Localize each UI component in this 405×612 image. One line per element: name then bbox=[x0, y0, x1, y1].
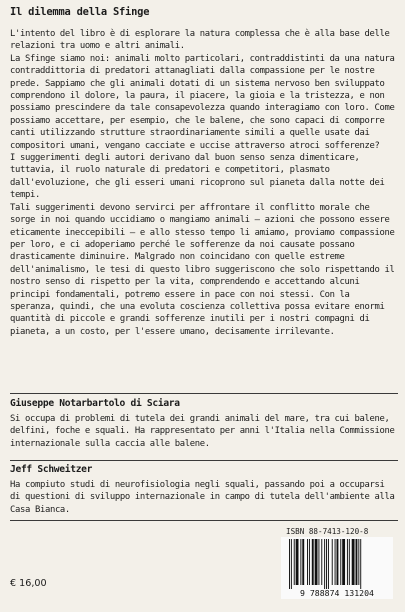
barcode-bar bbox=[349, 539, 350, 585]
barcode-bar bbox=[352, 539, 355, 585]
barcode-bar bbox=[337, 539, 339, 585]
author-name: Giuseppe Notarbartolo di Sciara bbox=[10, 398, 180, 409]
divider bbox=[10, 520, 398, 521]
barcode-bar bbox=[340, 539, 341, 585]
isbn-label: ISBN 88-7413-120-8 bbox=[286, 527, 369, 536]
blurb bbox=[10, 28, 398, 338]
blurb-paragraph: I suggerimenti degli autori derivano dal buon senso senza dimenticare, tuttavia, il ruolo naturale di predatori e competitori, plasmato dall'evoluzione, che gli esseri umani ricoprono sul pianeta dalla notte dei tempi. bbox=[10, 153, 385, 201]
book-title: Il dilemma della Sfinge bbox=[10, 6, 150, 18]
barcode-bar bbox=[312, 539, 314, 585]
barcode-bar bbox=[321, 539, 322, 585]
blurb-paragraph: Tali suggerimenti devono servirci per affrontare il conflitto morale che sorge in noi quando uccidiamo o mangiamo animali – azioni che possono essere eticamente ineccepibili – e allo stesso tempo li amiamo, proviamo compassione per loro, e ci adoperiamo perché le sofferenze da noi causate possano drasticamente diminuire. Malgrado non coincidano con quelle estreme dell'animalismo, le tesi di questo libro suggeriscono che solo rispettando il nostro senso di rispetto per la vita, comprendendo e accettando alcuni principi fondamentali, potremo essere in pace con noi stessi. Con la speranza, quindi, che una evoluta coscienza collettiva possa evitare enormi quantità di piccole e grandi sofferenze inutili per i nostri compagni di pianeta, a un costo, per l'essere umano, decisamente irrilevante. bbox=[10, 202, 395, 337]
barcode-bar bbox=[324, 539, 325, 589]
barcode-bar bbox=[289, 539, 290, 589]
author-bio: Si occupa di problemi di tutela dei grandi animali del mare, tra cui balene, delfini, foche e squali. Ha rappresentato per anni l'Italia nella Commissione internazionale sulla caccia alle balene. bbox=[10, 414, 395, 449]
barcode-bar bbox=[294, 539, 295, 585]
blurb-paragraph: L'intento del libro è di esplorare la natura complessa che è alla base delle relazioni tra uomo e altri animali. bbox=[10, 29, 390, 52]
barcode-bar bbox=[307, 539, 308, 585]
barcode-bar bbox=[356, 539, 358, 585]
price: € 16,00 bbox=[10, 578, 47, 589]
barcode-bar bbox=[326, 539, 327, 589]
barcode-bar bbox=[360, 539, 361, 589]
blurb-paragraph: La Sfinge siamo noi: animali molto particolari, contraddistinti da una natura contraddittoria di predatori attanagliati dalla compassione per le nostre prede. Sappiamo che gli animali dotati di un sistema nervoso ben sviluppato comprendono il dolore, la paura, il piacere, la gioia e la tristezza, e non possiamo prescindere da tale consapevolezza quando interagiamo con loro. Come possiamo accettare, per esempio, che le balene, che sono capaci di comporre canti utilizzando strutture straordinariamente simili a quelle usate dai compositori umani, vengano cacciate e uccise attraverso atroci sofferenze? bbox=[10, 53, 395, 151]
barcode-bar bbox=[358, 539, 359, 585]
divider bbox=[10, 393, 398, 394]
barcode-bar bbox=[300, 539, 301, 585]
barcode-icon bbox=[281, 537, 393, 599]
barcode-bar bbox=[335, 539, 336, 585]
barcode-bar bbox=[332, 539, 333, 585]
barcode-bar bbox=[318, 539, 319, 585]
barcode-bar bbox=[342, 539, 345, 585]
barcode bbox=[281, 537, 393, 599]
barcode-number: 9 788874 131204 bbox=[300, 588, 374, 598]
barcode-bar bbox=[347, 539, 348, 585]
barcode-bar bbox=[296, 539, 299, 585]
barcode-bar bbox=[302, 539, 304, 585]
barcode-bar bbox=[328, 539, 329, 589]
barcode-bar bbox=[291, 539, 292, 589]
author-bio: Ha compiuto studi di neurofisiologia negli squali, passando poi a occuparsi di questioni di sviluppo internazionale in campo di tutela dell'ambiente alla Casa Bianca. bbox=[10, 480, 395, 515]
divider bbox=[10, 460, 398, 461]
barcode-bar bbox=[309, 539, 310, 585]
barcode-bar bbox=[315, 539, 318, 585]
author-name: Jeff Schweitzer bbox=[10, 464, 93, 475]
